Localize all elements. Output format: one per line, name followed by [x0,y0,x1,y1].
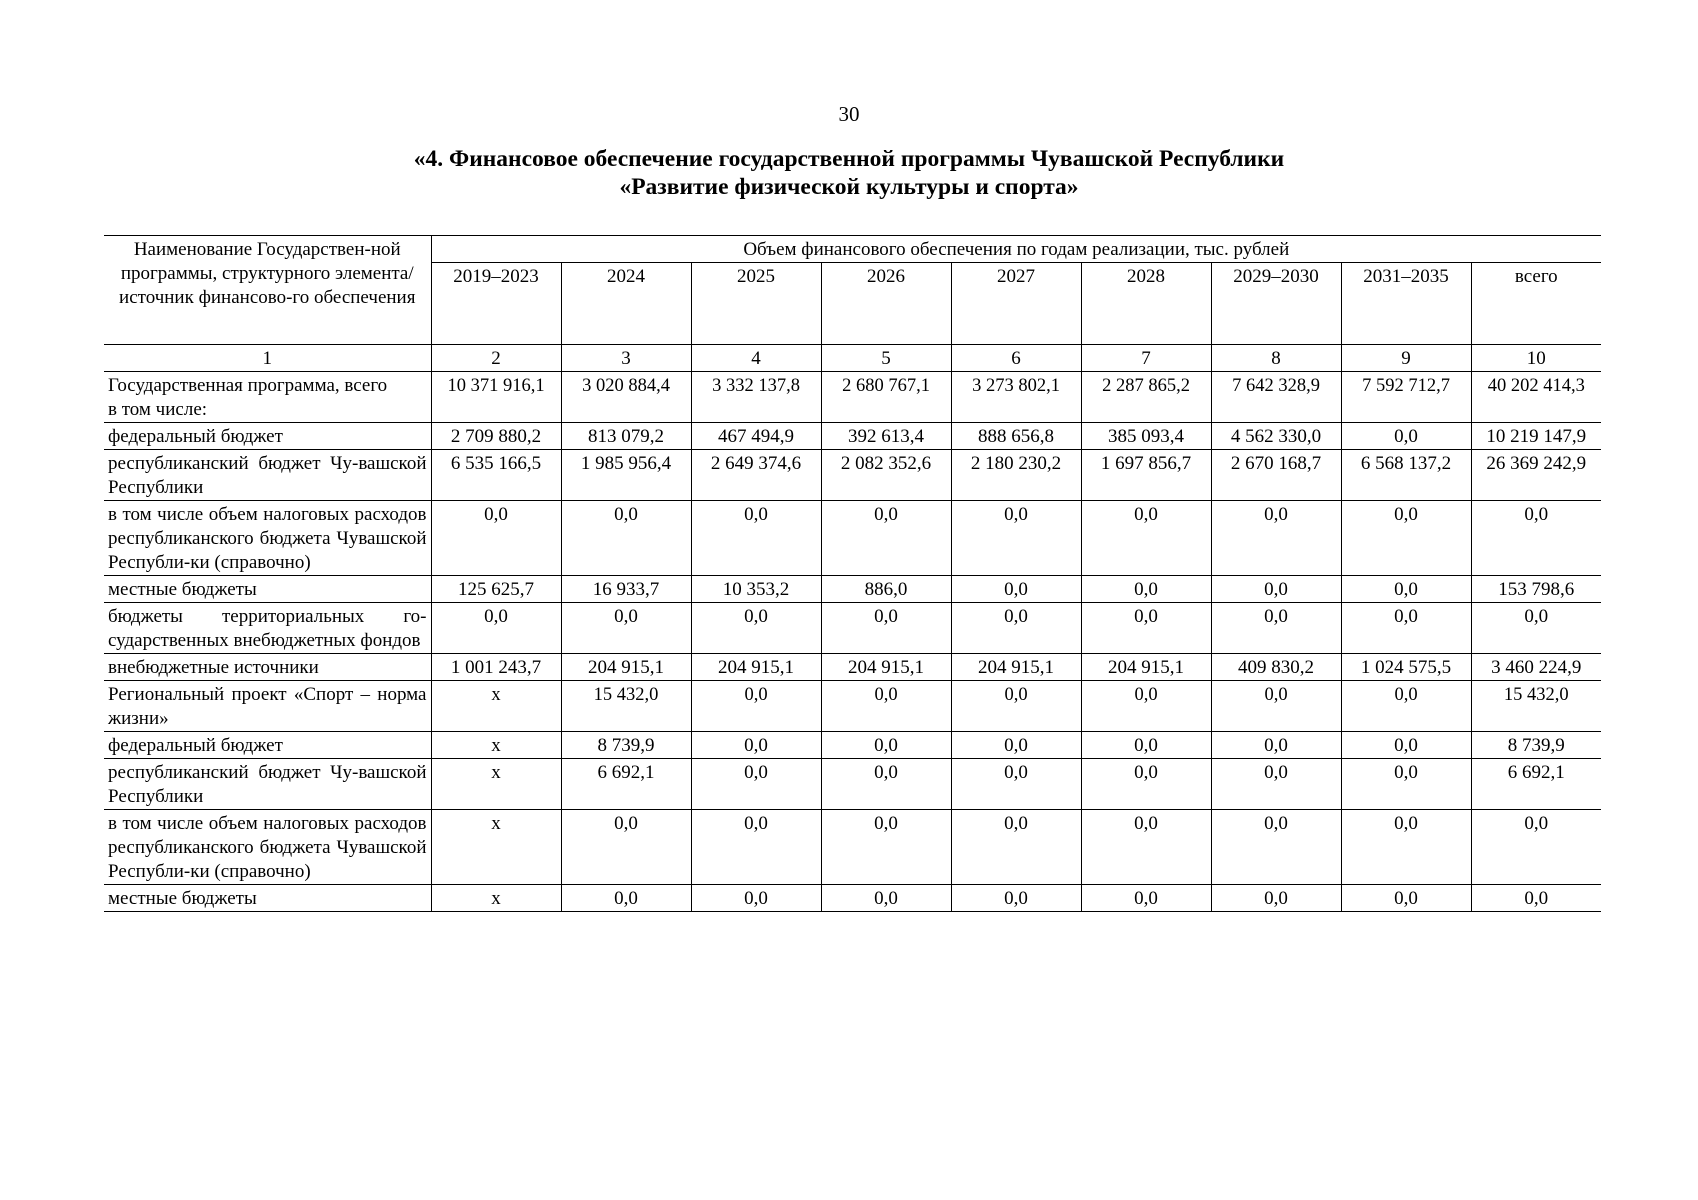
row-value: 1 985 956,4 [561,450,691,501]
row-value: 0,0 [431,603,561,654]
row-value: 0,0 [1211,810,1341,885]
table-row [104,885,1601,912]
row-value: 0,0 [1081,501,1211,576]
column-numbers-row [104,345,1601,372]
row-name: республиканский бюджет Чу-вашской Республики [104,450,431,501]
header-year: 2029–2030 [1211,263,1341,345]
row-name: республиканский бюджет Чу-вашской Республики [104,759,431,810]
row-value: 7 592 712,7 [1341,372,1471,423]
header-year: 2024 [561,263,691,345]
row-value: x [431,885,561,912]
header-year: 2027 [951,263,1081,345]
row-name: местные бюджеты [104,576,431,603]
row-value: x [431,732,561,759]
column-number: 6 [951,345,1081,372]
table-row [104,681,1601,732]
row-name: федеральный бюджет [104,423,431,450]
row-name: в том числе объем налоговых расходов республиканского бюджета Чувашской Республи-ки (справочно) [104,810,431,885]
row-value: 0,0 [691,501,821,576]
row-value: 0,0 [1341,759,1471,810]
row-value: 1 697 856,7 [1081,450,1211,501]
row-value: 0,0 [1341,423,1471,450]
row-value: 3 020 884,4 [561,372,691,423]
header-year: 2019–2023 [431,263,561,345]
table-row [104,423,1601,450]
row-value: 3 460 224,9 [1471,654,1601,681]
row-value: 0,0 [821,810,951,885]
row-value: 2 680 767,1 [821,372,951,423]
row-value: x [431,759,561,810]
row-value: 0,0 [1081,603,1211,654]
row-value: 0,0 [1471,603,1601,654]
row-value: 0,0 [561,603,691,654]
table-row [104,603,1601,654]
header-year: 2025 [691,263,821,345]
row-value: 0,0 [1341,576,1471,603]
row-value: 3 273 802,1 [951,372,1081,423]
row-value: 0,0 [1471,501,1601,576]
row-name: в том числе объем налоговых расходов республиканского бюджета Чувашской Республи-ки (справочно) [104,501,431,576]
row-value: 0,0 [1341,501,1471,576]
row-name: местные бюджеты [104,885,431,912]
column-number: 1 [104,345,431,372]
page-number: 30 [838,102,860,126]
table-header-row [104,236,1601,263]
row-value: 6 535 166,5 [431,450,561,501]
row-value: 2 649 374,6 [691,450,821,501]
row-name: федеральный бюджет [104,732,431,759]
row-value: 204 915,1 [821,654,951,681]
row-value: 0,0 [821,759,951,810]
row-value: 0,0 [691,603,821,654]
column-number: 2 [431,345,561,372]
row-value: 0,0 [431,501,561,576]
row-value: 8 739,9 [1471,732,1601,759]
table-row [104,372,1601,423]
row-value: 888 656,8 [951,423,1081,450]
row-value: 392 613,4 [821,423,951,450]
row-value: 0,0 [951,759,1081,810]
row-value: 0,0 [561,501,691,576]
table-row [104,810,1601,885]
row-value: 0,0 [821,681,951,732]
row-value: 0,0 [1341,732,1471,759]
row-value: 16 933,7 [561,576,691,603]
row-value: 1 001 243,7 [431,654,561,681]
row-value: 0,0 [691,810,821,885]
row-value: 6 692,1 [1471,759,1601,810]
column-number: 4 [691,345,821,372]
row-value: 813 079,2 [561,423,691,450]
row-value: x [431,681,561,732]
row-value: 0,0 [1081,885,1211,912]
row-value: 0,0 [1211,885,1341,912]
financing-table [104,235,1601,912]
row-value: 0,0 [951,810,1081,885]
row-value: 204 915,1 [1081,654,1211,681]
row-value: 6 568 137,2 [1341,450,1471,501]
row-value: 0,0 [821,603,951,654]
row-value: 0,0 [1211,732,1341,759]
row-value: 0,0 [1211,681,1341,732]
row-value: 0,0 [1211,501,1341,576]
row-value: 8 739,9 [561,732,691,759]
header-name-column: Наименование Государствен-ной программы, структурного элемента/источник финансово-го обеспечения [104,236,431,345]
row-value: 0,0 [821,732,951,759]
table-row [104,501,1601,576]
row-value: 40 202 414,3 [1471,372,1601,423]
row-value: 0,0 [1341,681,1471,732]
row-value: 0,0 [951,681,1081,732]
table-row [104,732,1601,759]
row-value: 10 353,2 [691,576,821,603]
row-value: 0,0 [561,885,691,912]
table-row [104,450,1601,501]
title-line-2: «Развитие физической культуры и спорта» [619,174,1079,200]
column-number: 9 [1341,345,1471,372]
row-value: 2 287 865,2 [1081,372,1211,423]
table-row [104,576,1601,603]
table-row [104,759,1601,810]
row-value: 2 709 880,2 [431,423,561,450]
row-value: 467 494,9 [691,423,821,450]
column-number: 8 [1211,345,1341,372]
row-value: 2 180 230,2 [951,450,1081,501]
row-value: 0,0 [1081,732,1211,759]
row-value: 409 830,2 [1211,654,1341,681]
row-value: 0,0 [951,885,1081,912]
row-value: 0,0 [951,501,1081,576]
row-value: 0,0 [691,885,821,912]
row-value: 15 432,0 [561,681,691,732]
row-value: 204 915,1 [691,654,821,681]
column-number: 3 [561,345,691,372]
row-value: 0,0 [1341,810,1471,885]
row-value: 6 692,1 [561,759,691,810]
row-value: 0,0 [1081,681,1211,732]
row-value: 0,0 [1211,603,1341,654]
row-value: 1 024 575,5 [1341,654,1471,681]
row-name: Государственная программа, всего в том числе: [104,372,431,423]
title-line-1: «4. Финансовое обеспечение государственной программы Чувашской Республики [413,146,1285,172]
row-value: 204 915,1 [951,654,1081,681]
header-total: всего [1471,263,1601,345]
row-value: 385 093,4 [1081,423,1211,450]
row-name: Региональный проект «Спорт – норма жизни» [104,681,431,732]
row-value: 10 219 147,9 [1471,423,1601,450]
document-title [0,145,1698,201]
row-value: 0,0 [691,759,821,810]
row-value: 0,0 [1081,810,1211,885]
row-value: 0,0 [1211,576,1341,603]
header-year: 2028 [1081,263,1211,345]
column-number: 7 [1081,345,1211,372]
header-year: 2026 [821,263,951,345]
row-value: 4 562 330,0 [1211,423,1341,450]
row-value: 15 432,0 [1471,681,1601,732]
row-value: 0,0 [561,810,691,885]
row-value: 153 798,6 [1471,576,1601,603]
column-number: 10 [1471,345,1601,372]
row-value: 2 082 352,6 [821,450,951,501]
row-value: 2 670 168,7 [1211,450,1341,501]
row-value: 0,0 [1341,603,1471,654]
table-row [104,654,1601,681]
row-value: 886,0 [821,576,951,603]
row-value: 0,0 [1081,576,1211,603]
row-name: бюджеты территориальных го-сударственных внебюджетных фондов [104,603,431,654]
column-number: 5 [821,345,951,372]
row-value: x [431,810,561,885]
row-value: 0,0 [951,576,1081,603]
row-value: 0,0 [1341,885,1471,912]
header-funding-span: Объем финансового обеспечения по годам реализации, тыс. рублей [431,236,1601,263]
row-value: 0,0 [1471,885,1601,912]
row-value: 26 369 242,9 [1471,450,1601,501]
row-value: 3 332 137,8 [691,372,821,423]
row-value: 0,0 [1211,759,1341,810]
row-name: внебюджетные источники [104,654,431,681]
row-value: 0,0 [1471,810,1601,885]
row-value: 0,0 [821,885,951,912]
row-value: 0,0 [951,732,1081,759]
row-value: 7 642 328,9 [1211,372,1341,423]
row-value: 0,0 [1081,759,1211,810]
row-value: 204 915,1 [561,654,691,681]
row-value: 0,0 [691,732,821,759]
header-year: 2031–2035 [1341,263,1471,345]
row-value: 10 371 916,1 [431,372,561,423]
row-value: 0,0 [821,501,951,576]
row-value: 0,0 [951,603,1081,654]
row-value: 0,0 [691,681,821,732]
row-value: 125 625,7 [431,576,561,603]
